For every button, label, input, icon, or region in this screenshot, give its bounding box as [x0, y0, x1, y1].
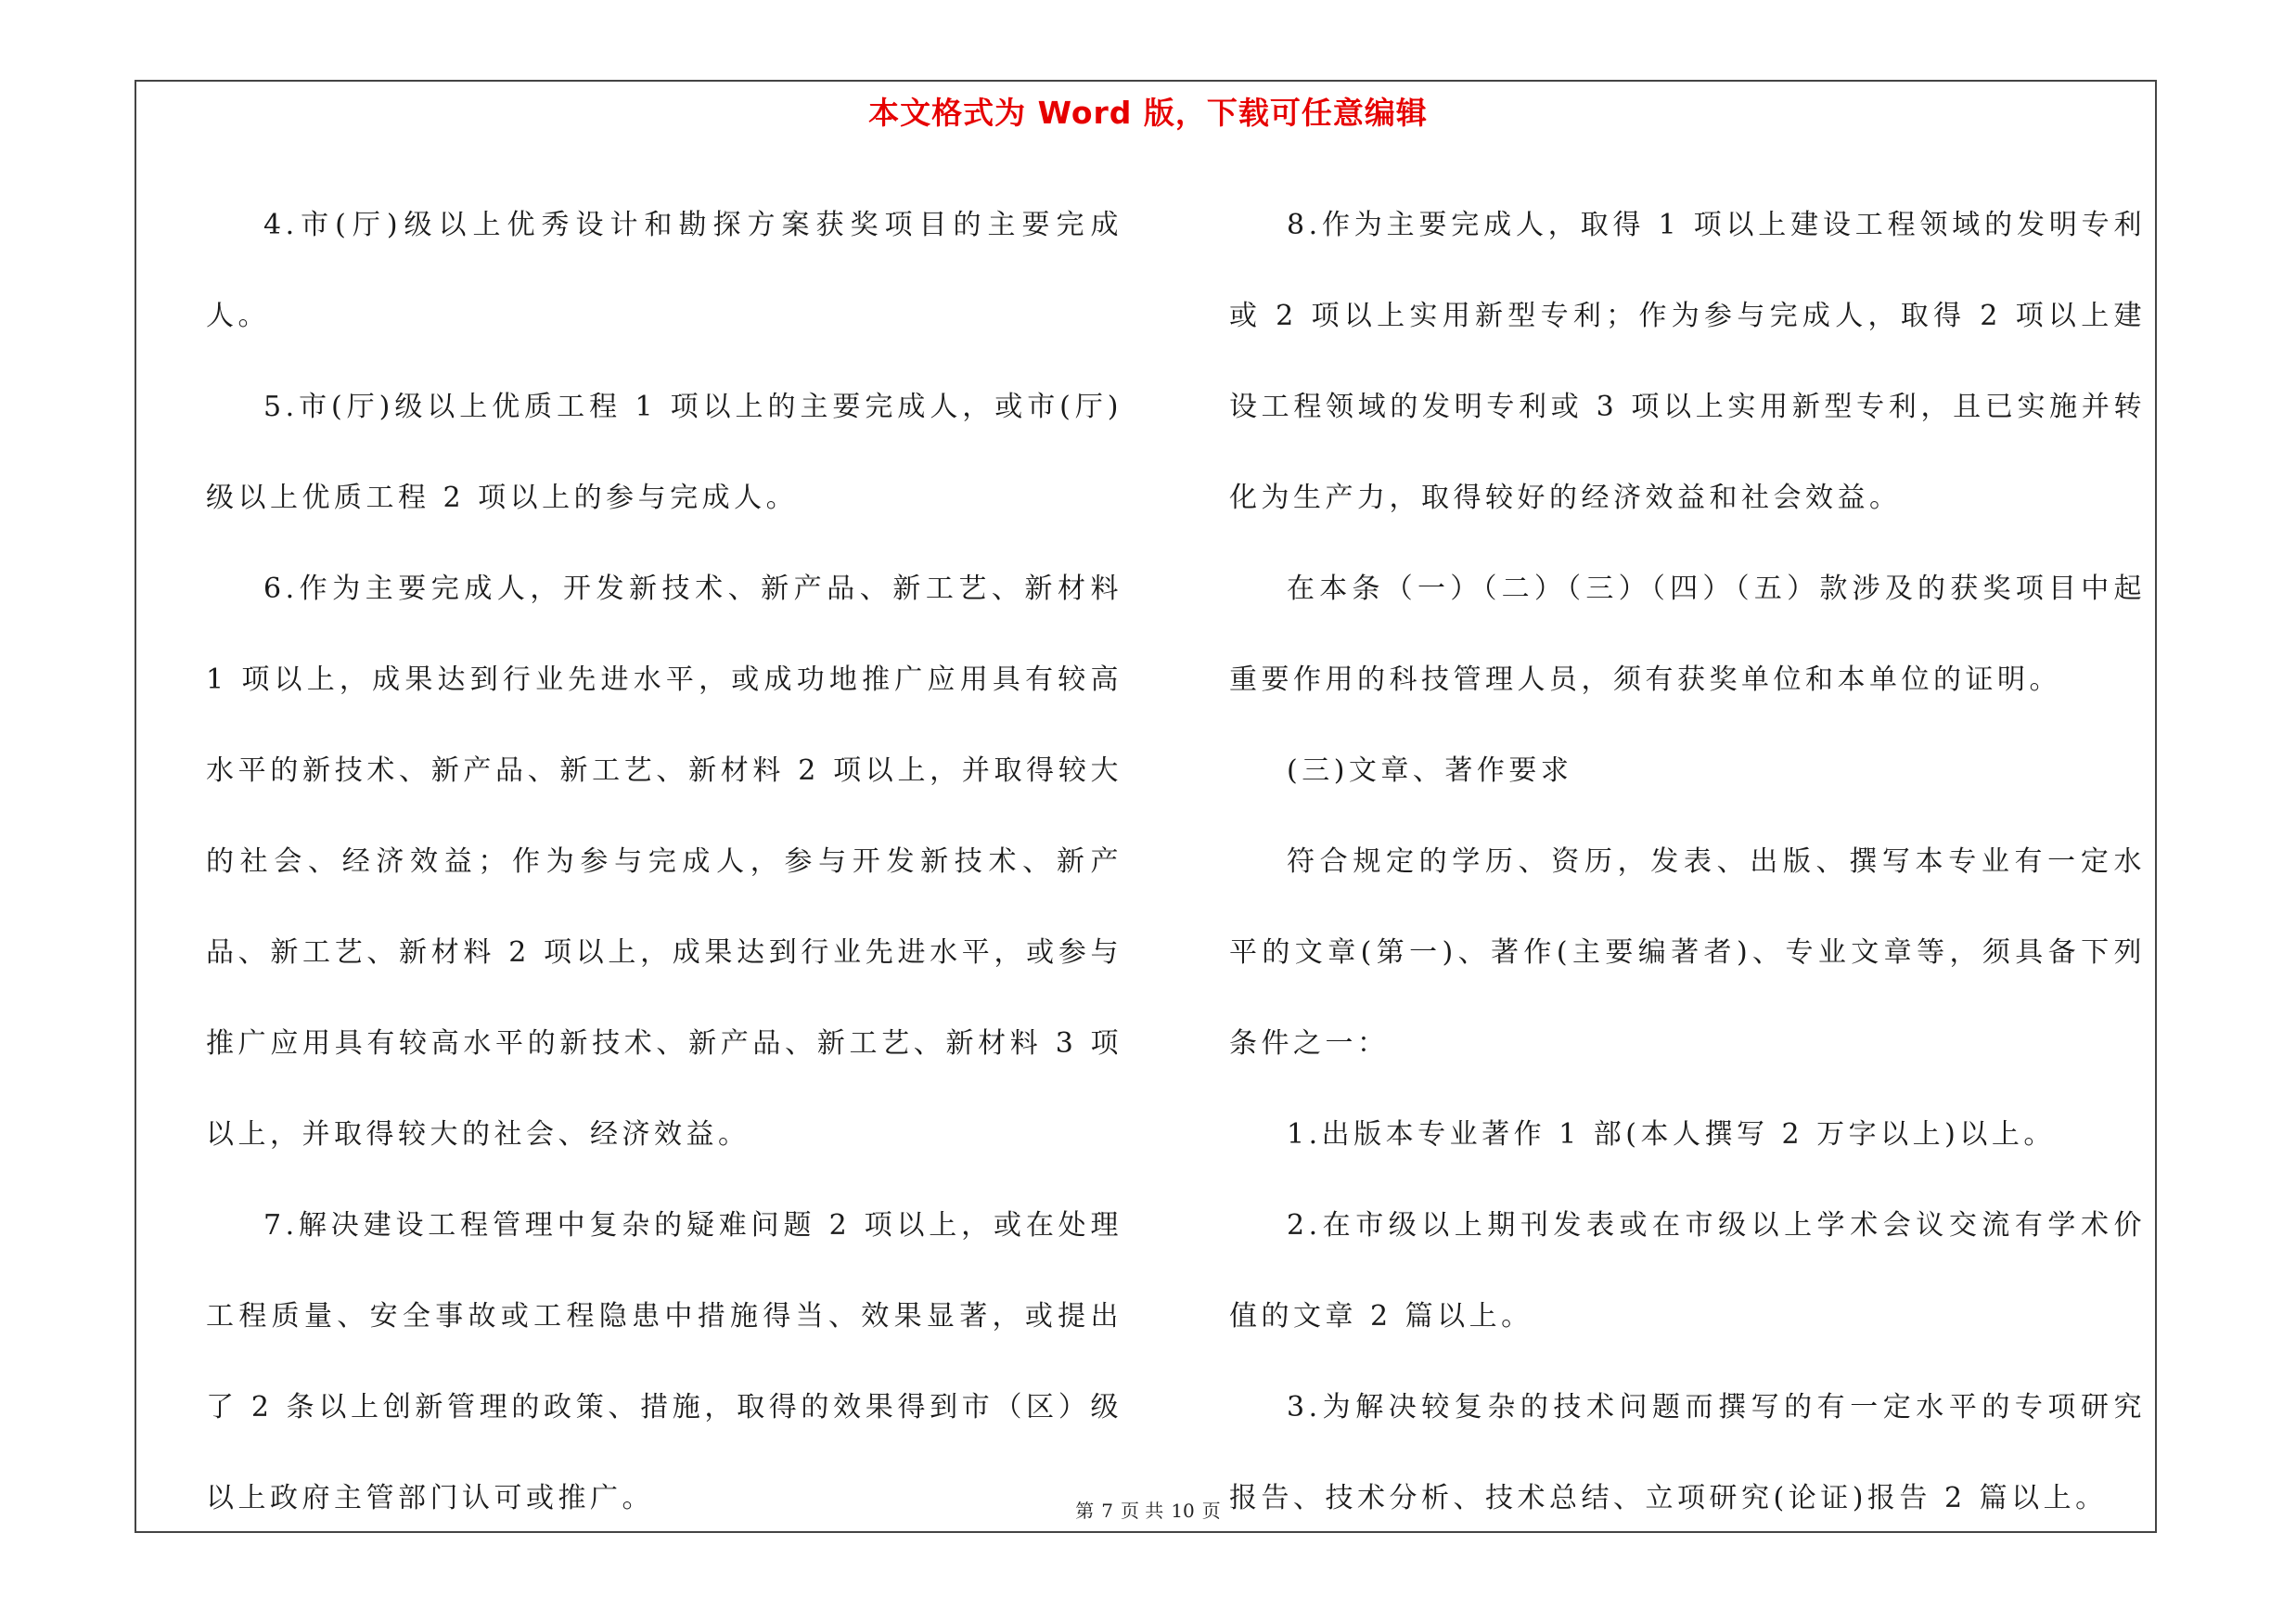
paragraph-item-5: 5.市(厅)级以上优质工程 1 项以上的主要完成人，或市(厅)级以上优质工程 2 项以上的参与完成人。: [206, 391, 1122, 514]
paragraph-item-6: 6.作为主要完成人，开发新技术、新产品、新工艺、新材料 1 项以上，成果达到行业先进水平，或成功地推广应用具有较高水平的新技术、新产品、新工艺、新材料 2 项以上，并取得较大的社会、经济效益；作为参与完成人，参与开发新技术、新产品、新工艺、新材料 2 项以上，成果达到行业先进水平，或参与推广应用具有较高水平的新技术、新产品、新工艺、新材料 3 项以上，并取得较大的社会、经济效益。: [206, 573, 1122, 1151]
right-column: [1229, 180, 2146, 1544]
paragraph-article-item-3: 3.为解决较复杂的技术问题而撰写的有一定水平的专项研究报告、技术分析、技术总结、立项研究(论证)报告 2 篇以上。: [1229, 1391, 2146, 1514]
footer-prefix: 第: [1075, 1500, 1095, 1522]
left-column: [206, 180, 1122, 1544]
section-heading-articles: (三)文章、著作要求: [1287, 754, 1573, 787]
paragraph-item-8: 8.作为主要完成人，取得 1 项以上建设工程领域的发明专利或 2 项以上实用新型专利；作为参与完成人，取得 2 项以上建设工程领域的发明专利或 3 项以上实用新型专利，且已实施并转化为生产力，取得较好的经济效益和社会效益。: [1229, 209, 2146, 514]
paragraph-articles-intro: 符合规定的学历、资历，发表、出版、撰写本专业有一定水平的文章(第一)、著作(主要编著者)、专业文章等，须具备下列条件之一：: [1229, 845, 2146, 1060]
paragraph-management-note: 在本条（一）（二）（三）（四）（五）款涉及的获奖项目中起重要作用的科技管理人员，须有获奖单位和本单位的证明。: [1229, 573, 2146, 696]
footer-total-pages: 10: [1171, 1500, 1195, 1522]
format-banner: 本文格式为 Word 版，下载可任意编辑: [868, 95, 1428, 131]
paragraph-article-item-2: 2.在市级以上期刊发表或在市级以上学术会议交流有学术价值的文章 2 篇以上。: [1229, 1209, 2146, 1333]
paragraph-item-7: 7.解决建设工程管理中复杂的疑难问题 2 项以上，或在处理工程质量、安全事故或工程隐患中措施得当、效果显著，或提出了 2 条以上创新管理的政策、措施，取得的效果得到市（区）级以上政府主管部门认可或推广。: [206, 1209, 1122, 1514]
footer-page-number: 7: [1101, 1500, 1113, 1522]
paragraph-article-item-1: 1.出版本专业著作 1 部(本人撰写 2 万字以上)以上。: [1287, 1118, 2056, 1151]
footer-middle: 页 共: [1120, 1500, 1164, 1522]
paragraph-item-4: 4.市(厅)级以上优秀设计和勘探方案获奖项目的主要完成人。: [206, 209, 1122, 332]
page-footer: [0, 1496, 2296, 1523]
footer-suffix: 页: [1201, 1500, 1221, 1522]
